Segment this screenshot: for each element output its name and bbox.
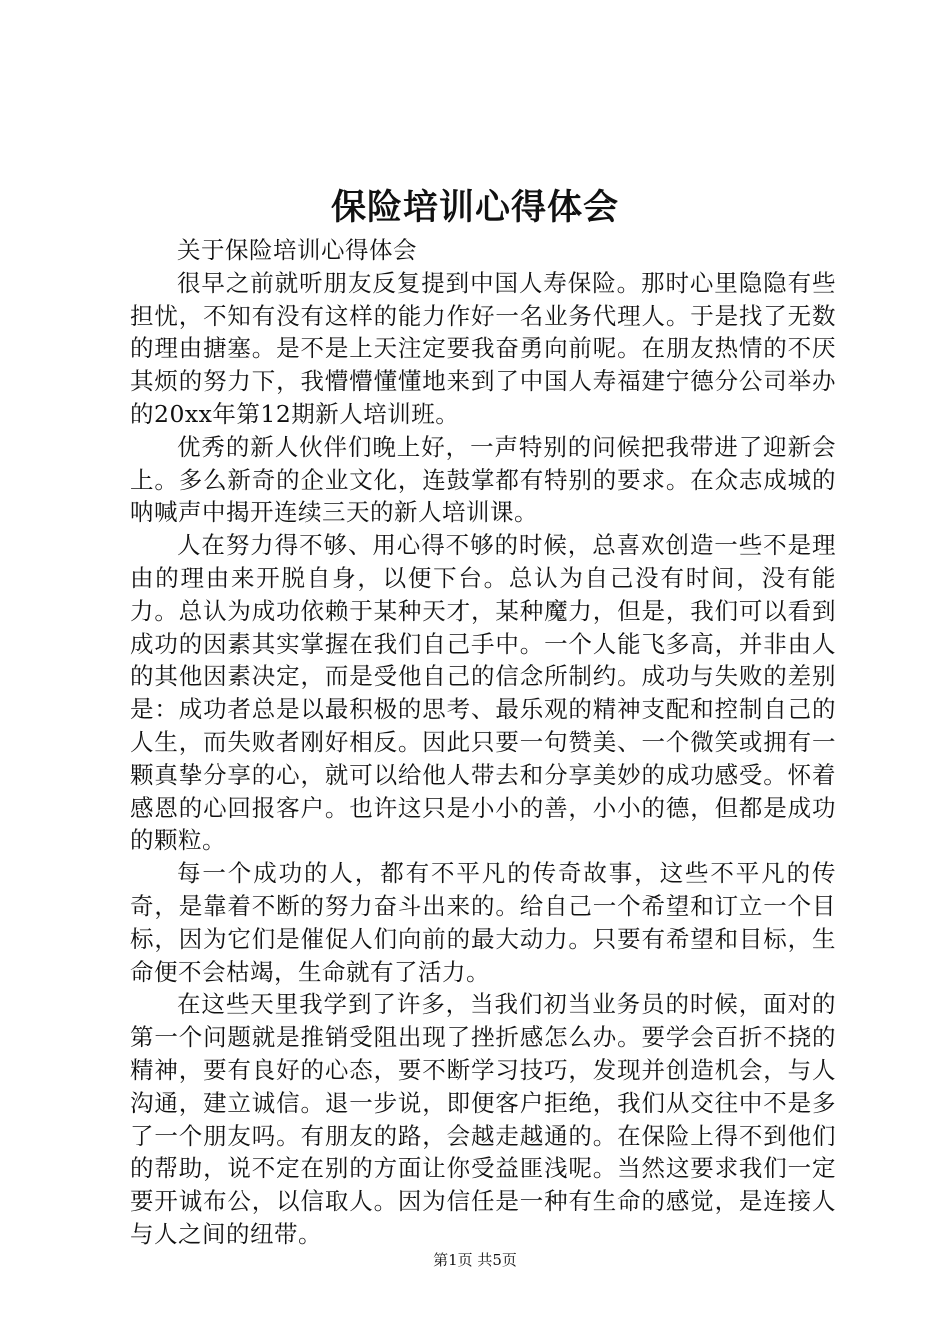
page-number-footer: 第1页 共5页	[433, 1251, 517, 1269]
paragraph: 每一个成功的人，都有不平凡的传奇故事，这些不平凡的传奇，是靠着不断的努力奋斗出来的。给自己一个希望和订立一个目标，因为它们是催促人们向前的最大动力。只要有希望和目标，生命便不会枯竭，生命就有了活力。	[130, 859, 836, 986]
paragraph: 优秀的新人伙伴们晚上好，一声特别的问候把我带进了迎新会上。多么新奇的企业文化，连鼓掌都有特别的要求。在众志成城的呐喊声中揭开连续三天的新人培训课。	[130, 432, 836, 527]
paragraph-subtitle: 关于保险培训心得体会	[177, 236, 417, 264]
document-body	[130, 234, 836, 1251]
paragraph: 很早之前就听朋友反复提到中国人寿保险。那时心里隐隐有些担忧，不知有没有这样的能力作好一名业务代理人。于是找了无数的理由搪塞。是不是上天注定要我奋勇向前呢。在朋友热情的不厌其烦的努力下，我懵懵懂懂地来到了中国人寿福建宁德分公司举办的20xx年第12期新人培训班。	[130, 268, 836, 428]
document-title: 保险培训心得体会	[330, 187, 619, 228]
paragraph: 人在努力得不够、用心得不够的时候，总喜欢创造一些不是理由的理由来开脱自身，以便下台。总认为自己没有时间，没有能力。总认为成功依赖于某种天才，某种魔力，但是，我们可以看到成功的因素其实掌握在我们自己手中。一个人能飞多高，并非由人的其他因素决定，而是受他自己的信念所制约。成功与失败的差别是：成功者总是以最积极的思考、最乐观的精神支配和控制自己的人生，而失败者刚好相反。因此只要一句赞美、一个微笑或拥有一颗真挚分享的心，就可以给他人带去和分享美妙的成功感受。怀着感恩的心回报客户。也许这只是小小的善，小小的德，但都是成功的颗粒。	[130, 531, 836, 855]
paragraph: 在这些天里我学到了许多，当我们初当业务员的时候，面对的第一个问题就是推销受阻出现了挫折感怎么办。要学会百折不挠的精神，要有良好的心态，要不断学习技巧，发现并创造机会，与人沟通，建立诚信。退一步说，即便客户拒绝，我们从交往中不是多了一个朋友吗。有朋友的路，会越走越通的。在保险上得不到他们的帮助，说不定在别的方面让你受益匪浅呢。当然这要求我们一定要开诚布公，以信取人。因为信任是一种有生命的感觉，是连接人与人之间的纽带。	[130, 990, 836, 1248]
